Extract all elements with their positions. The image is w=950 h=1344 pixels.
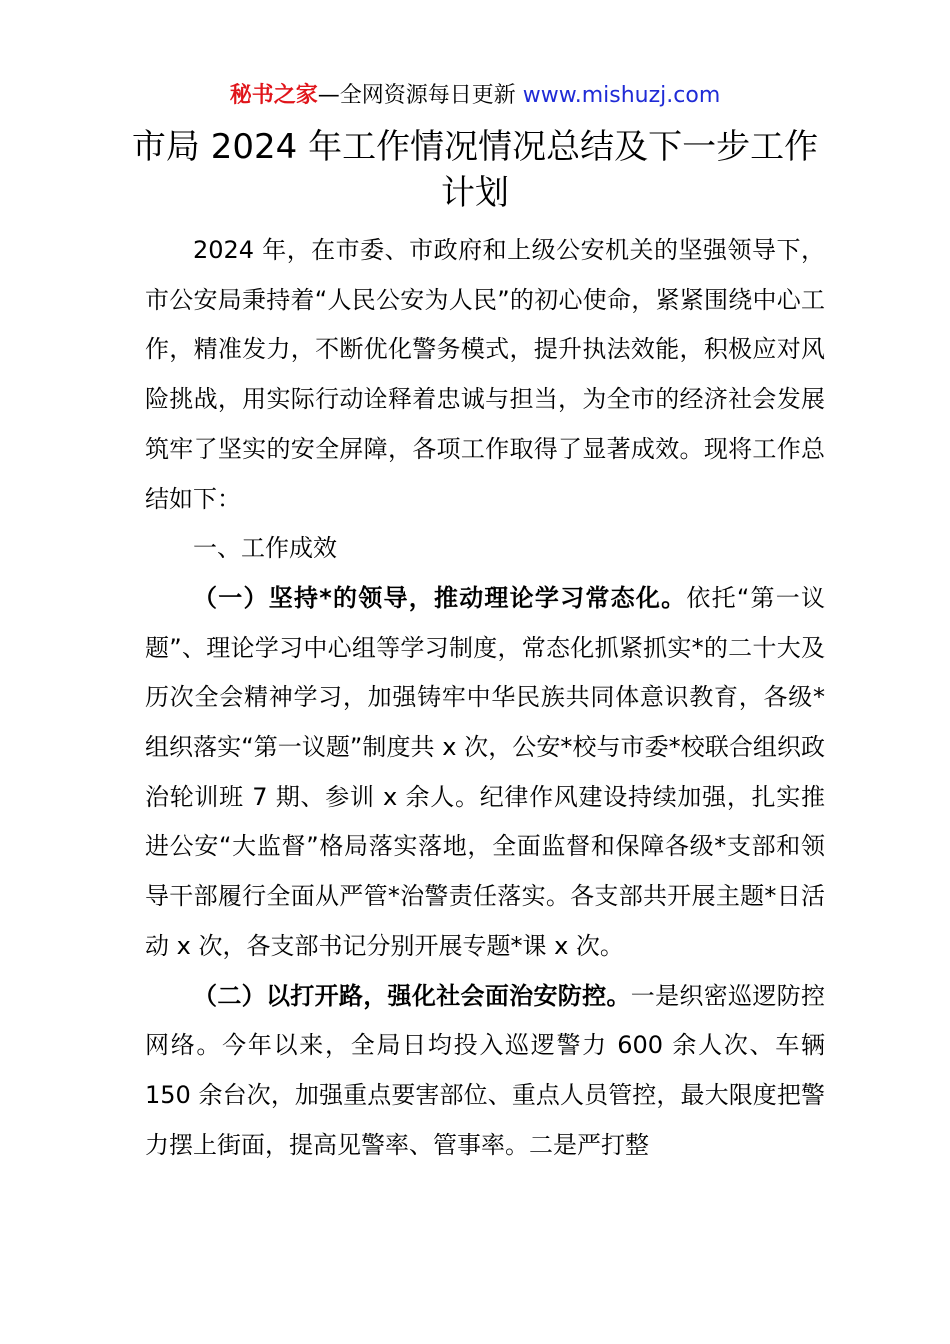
paragraph-text: 一是织密巡逻防控网络。今年以来，全局日均投入巡逻警力 600 余人次、车辆 150 余台次，加强重点要害部位、重点人员管控，最大限度把警力摆上街面，提高见警率、管事率。二是严打整 (145, 981, 826, 1159)
paragraph-lead: （一）坚持*的领导，推动理论学习常态化。 (193, 583, 687, 612)
body-paragraph (145, 972, 825, 1171)
site-link[interactable]: www.mishuzj.com (522, 83, 721, 108)
brand-name: 秘书之家 (229, 83, 318, 108)
paragraph-lead: （二）以打开路，强化社会面治安防控。 (193, 981, 631, 1010)
watermark-header (0, 78, 950, 114)
header-tagline: —全网资源每日更新 (317, 83, 523, 108)
section-heading: 一、工作成效 (193, 534, 337, 563)
document-title: 市局 2024 年工作情况情况总结及下一步工作计划 (131, 127, 819, 213)
body-paragraph (145, 574, 825, 972)
paragraph-text: 依托“第一议题”、理论学习中心组等学习制度，常态化抓紧抓实*的二十大及历次全会精神学习，加强铸牢中华民族共同体意识教育，各级*组织落实“第一议题”制度共 x 次，公安*校与市委*校联合组织政治轮训班 7 期、参训 x 余人。纪律作风建设持续加强，扎实推进公安“大监督”格局落实落地，全面监督和保障各级*支部和领导干部履行全面从严管*治警责任落实。各支部共开展主题*日活动 x 次，各支部书记分别开展专题*课 x 次。 (145, 583, 825, 960)
intro-paragraph: 2024 年，在市委、市政府和上级公安机关的坚强领导下，市公安局秉持着“人民公安为人民”的初心使命，紧紧围绕中心工作，精准发力，不断优化警务模式，提升执法效能，积极应对风险挑战，用实际行动诠释着忠诚与担当，为全市的经济社会发展筑牢了坚实的安全屏障，各项工作取得了显著成效。现将工作总结如下： (145, 236, 825, 513)
document-body (145, 226, 825, 1170)
